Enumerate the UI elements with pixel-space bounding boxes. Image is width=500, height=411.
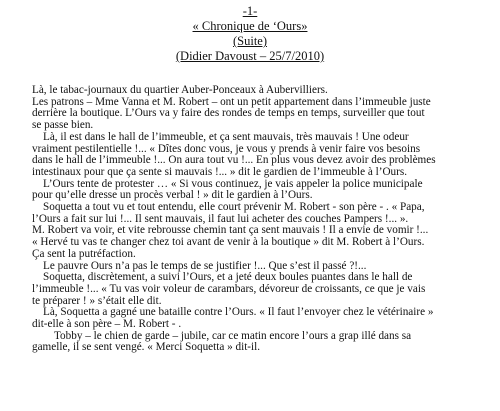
body-line: Soquetta, discrètement, a suivi l’Ours, et a jeté deux boules puantes dans le hall de [43,272,413,284]
body-line: Tobby – le chien de garde – jubile, car ce matin encore l’ours a grap illé dans sa [54,330,412,342]
body-line: « Hervé tu vas te changer chez toi avant de venir à la boutique » dit M. Robert à l’Ours. [32,237,425,249]
body-line: l’Ours a fait sur lui !... Il sent mauvais, il faut lui acheter des couches Pampers !... ». [32,213,409,225]
body-line: Le pauvre Ours n’a pas le temps de se justifier !... Que s’est il passé ?!... [43,260,367,272]
body-line: Les patrons – Mme Vanna et M. Robert – ont un petit appartement dans l’immeuble juste [32,96,431,108]
body-line: M. Robert va voir, et vite rebrousse chemin tant ça sent mauvais ! Il a envie de vomir !... [32,225,429,237]
body-line: Soquetta a tout vu et tout entendu, elle court prévenir M. Robert - son père - . « Papa, [43,202,425,214]
body-line: intestinaux pour que ça sente si mauvais !... » dit le gardien de l’immeuble à l’Ours. [32,166,407,178]
body-line: derrière la boutique. L’Ours va y faire des rondes de temps en temps, surveiller que tout [32,108,425,120]
body-line: se passe bien. [32,120,94,132]
body-line: dans le hall de l’immeuble !... On aura tout vu !... En plus vous devez avoir des problèmes [32,155,436,167]
body-line: l’immeuble !... « Tu vas voir voleur de carambars, dévoreur de croissants, ce que je vais [32,283,426,295]
page-number: -1- [242,4,258,18]
body-line: pour qu’elle dresse un procès verbal ! » dit le gardien à l’Ours. [32,190,313,202]
body-line: dit-elle à son père – M. Robert - . [32,319,182,331]
body-line: L’Ours tente de protester … « Si vous continuez, je vais appeler la police municipale [43,178,423,190]
body-line: gamelle, il se sent vengé. « Merci Soquetta » dit-il. [32,342,261,354]
document-body [32,85,484,354]
document-byline: (Didier Davoust – 25/7/2010) [175,49,325,63]
body-line: Là, il est dans le hall de l’immeuble, et ça sent mauvais, très mauvais ! Une odeur [43,131,409,143]
body-line: Ça sent la putréfaction. [32,248,136,260]
body-line: vraiment pestilentielle !... « Dîtes donc vous, je vous y prends à venir faire vos besoins [32,143,421,155]
document-title: « Chronique de ‘Ours» [192,19,308,33]
body-line: te préparer ! » s’était elle dit. [32,295,162,307]
document-subtitle: (Suite) [232,34,268,48]
body-line: Là, Soquetta a gagné une bataille contre l’Ours. « Il faut l’envoyer chez le vétérinaire » [43,307,434,319]
document-header [0,4,500,64]
body-line: Là, le tabac-journaux du quartier Auber-Ponceaux à Aubervilliers. [32,85,328,96]
